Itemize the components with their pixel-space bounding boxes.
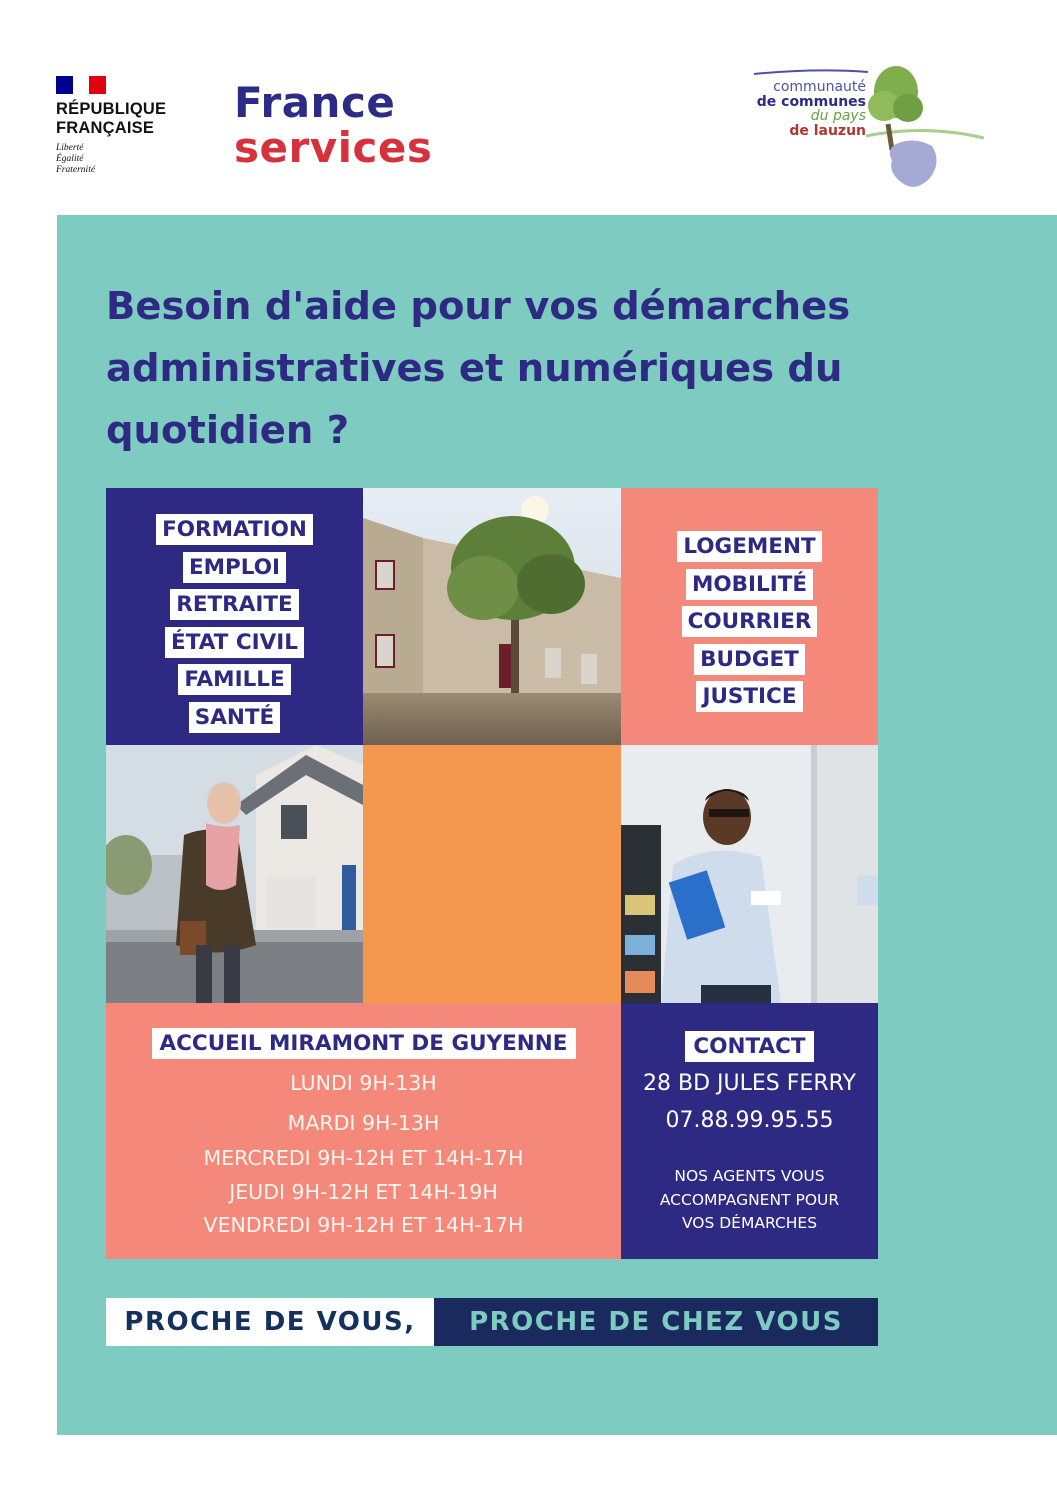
service-tag: BUDGET [694, 644, 805, 675]
hours-line: LUNDI 9H-13H [290, 1071, 437, 1095]
slogan-right: PROCHE DE CHEZ VOUS [434, 1298, 878, 1346]
contact-panel [621, 1003, 878, 1259]
motto-liberte: Liberté [56, 143, 84, 153]
hours-line: MERCREDI 9H-12H ET 14H-17H [203, 1146, 524, 1170]
hours-line: JEUDI 9H-12H ET 14H-19H [229, 1180, 498, 1204]
hours-line: VENDREDI 9H-12H ET 14H-17H [203, 1213, 524, 1237]
woman-illustration [106, 745, 363, 1003]
republique-name-line1: RÉPUBLIQUE [56, 100, 167, 118]
agent-photo [621, 745, 878, 1003]
services-left-list [106, 514, 363, 739]
services-left-panel [106, 488, 363, 745]
service-tag: JUSTICE [696, 681, 802, 712]
republique-name-line2: FRANÇAISE [56, 119, 155, 137]
headline-line3: quotidien ? [106, 408, 350, 453]
service-tag: MOBILITÉ [686, 569, 813, 600]
contact-address: 28 BD JULES FERRY [643, 1071, 856, 1096]
contact-phone[interactable]: 07.88.99.95.55 [665, 1108, 834, 1133]
headline-line1: Besoin d'aide pour vos démarches [106, 284, 851, 329]
contact-note [621, 1165, 878, 1236]
motto-fraternite: Fraternité [56, 165, 96, 175]
service-tag: RETRAITE [170, 589, 298, 620]
service-tag: FORMATION [156, 514, 313, 545]
headline-line2: administratives et numériques du [106, 346, 843, 391]
services-right-panel [621, 488, 878, 745]
building-photo [363, 488, 621, 745]
building-illustration [363, 488, 621, 745]
contact-note-line: ACCOMPAGNENT POUR [659, 1190, 840, 1209]
service-tag: SANTÉ [189, 702, 280, 733]
orange-block [363, 745, 621, 1003]
republique-francaise-logo [56, 76, 186, 186]
slogan-left: PROCHE DE VOUS, [106, 1298, 434, 1346]
hours-title-wrap [106, 1028, 621, 1059]
communaute-line4: de lauzun [789, 122, 866, 139]
hours-line: MARDI 9H-13H [287, 1111, 440, 1135]
republique-motto [56, 143, 186, 176]
contact-note-line: NOS AGENTS VOUS [674, 1167, 825, 1185]
hours-title: ACCUEIL MIRAMONT DE GUYENNE [152, 1028, 576, 1059]
communaute-communes-logo [736, 62, 986, 192]
service-tag: ÉTAT CIVIL [165, 627, 304, 658]
service-tag: EMPLOI [183, 552, 286, 583]
agent-illustration [621, 745, 878, 1003]
service-tag: LOGEMENT [677, 531, 821, 562]
communaute-line1: communauté [773, 79, 866, 95]
communaute-line2: de communes [756, 93, 866, 110]
contact-title: CONTACT [685, 1031, 813, 1062]
services-right-list [621, 531, 878, 719]
france-services-logo [234, 80, 454, 170]
hours-panel [106, 1003, 621, 1259]
page-headline [106, 276, 1006, 462]
service-tag: COURRIER [682, 606, 818, 637]
communaute-line3: du pays [810, 108, 866, 124]
contact-title-wrap [621, 1031, 878, 1062]
woman-photo [106, 745, 363, 1003]
france-services-line2: services [234, 123, 433, 172]
motto-egalite: Égalité [56, 154, 84, 164]
communaute-text [757, 80, 866, 138]
france-services-line1: France [234, 78, 396, 127]
contact-note-line: VOS DÉMARCHES [681, 1214, 818, 1232]
french-flag-icon [56, 76, 106, 94]
service-tag: FAMILLE [178, 664, 290, 695]
